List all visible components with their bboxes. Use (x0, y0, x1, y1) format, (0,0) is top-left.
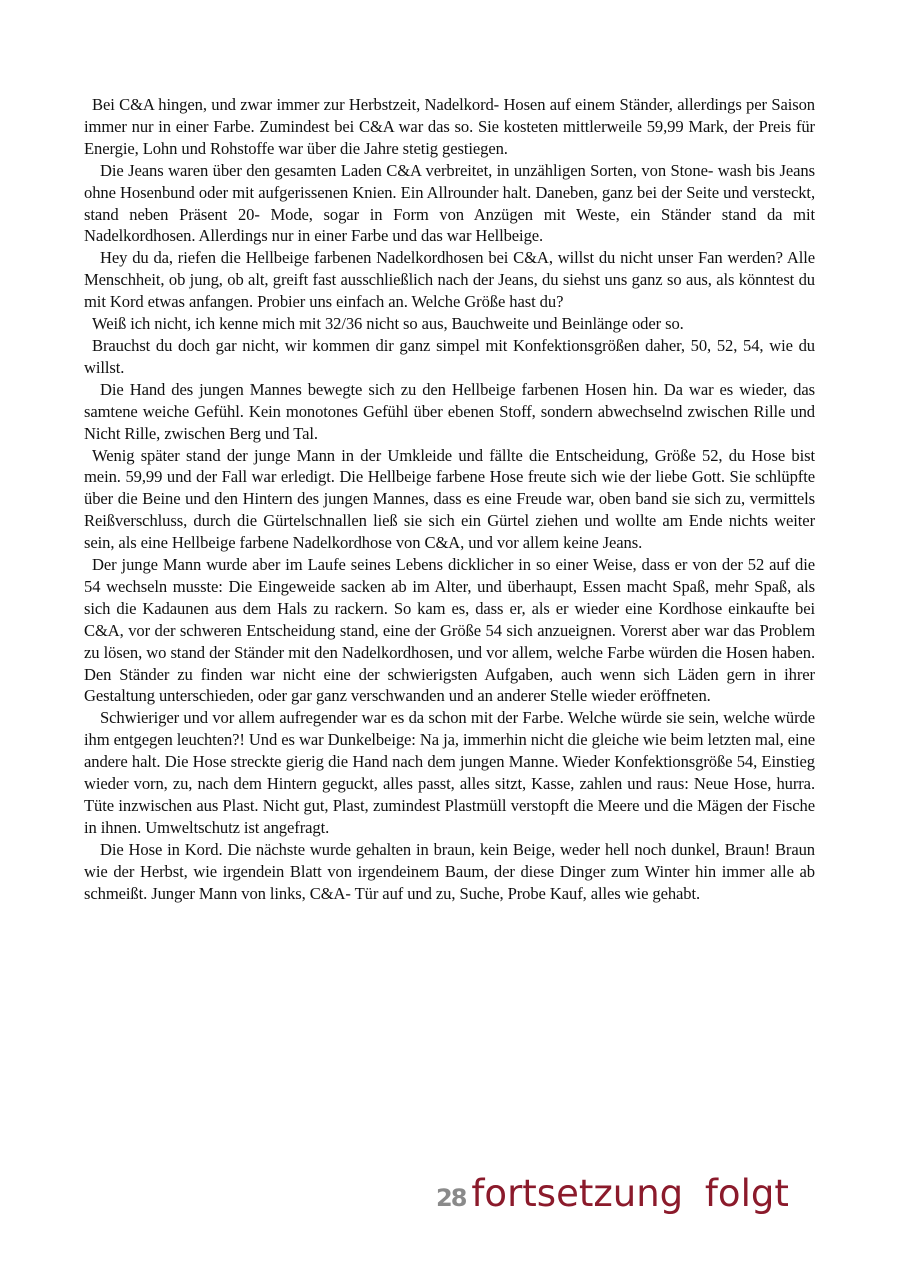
page-number: 28 (436, 1184, 466, 1212)
paragraph: Die Jeans waren über den gesamten Laden C&A verbreitet, in unzähligen Sorten, von Stone- wash bis Jeans ohne Hosenbund oder mit aufgerissenen Knien. Ein Allrounder halt. Daneben, ganz bei der Seite und versteckt, stand neben Präsent 20- Mode, sogar in Form von Anzügen mit Weste, ein Ständer stand da mit Nadelkordhosen. Allerdings nur in einer Farbe und das war Hellbeige. (84, 160, 815, 246)
paragraph: Die Hand des jungen Mannes bewegte sich zu den Hellbeige farbenen Hosen hin. Da war es wieder, das samtene weiche Gefühl. Kein monotones Gefühl über ebenen Stoff, sondern abwechselnd zwischen Rille und Nicht Rille, zwischen Berg und Tal. (84, 379, 815, 443)
paragraph: Bei C&A hingen, und zwar immer zur Herbstzeit, Nadelkord- Hosen auf einem Ständer, allerdings per Saison immer nur in einer Farbe. Zumindest bei C&A war das so. Sie kosteten mittlerweile 59,99 Mark, der Preis für Energie, Lohn und Rohstoffe war über die Jahre stetig gestiegen. (84, 95, 815, 158)
paragraph: Der junge Mann wurde aber im Laufe seines Lebens dicklicher in so einer Weise, dass er von der 52 auf die 54 wechseln musste: Die Eingeweide sacken ab im Alter, und überhaupt, Essen macht Spaß, mehr Spaß, als sich die Kadaunen aus dem Hals zu rackern. So kam es, dass er, als er wieder eine Kordhose einkaufte bei C&A, vor der schweren Entscheidung stand, eine der Größe 54 sich anzueignen. Vorerst aber war das Problem zu lösen, wo stand der Ständer mit den Nadelkordhosen, und vor allem, welche Farbe würden die Hosen haben. Den Ständer zu finden war nicht eine der schwierigsten Aufgaben, auch wenn sich Läden gern in ihrer Gestaltung unterschieden, oder gar ganz verschwanden und an anderer Stelle wieder eröffneten. (84, 555, 815, 706)
continued-label: fortsetzung folgt (471, 1172, 789, 1215)
document-body (84, 94, 815, 905)
paragraph: Wenig später stand der junge Mann in der Umkleide und fällte die Entscheidung, Größe 52, du Hose bist mein. 59,99 und der Fall war erledigt. Die Hellbeige farbene Hose freute sich wie der liebe Gott. Sie schlüpfte über die Beine und den Hintern des jungen Mannes, dass es eine Freude war, oben band sie sich zu, vermittels Reißverschluss, durch die Gürtelschnallen ließ sie sich ein Gürtel ziehen und wollte am Ende nichts weiter sein, als eine Hellbeige farbene Nadelkordhose von C&A, und vor allem keine Jeans. (84, 445, 815, 553)
paragraph: Weiß ich nicht, ich kenne mich mit 32/36 nicht so aus, Bauchweite und Beinlänge oder so. (92, 314, 684, 334)
paragraph: Die Hose in Kord. Die nächste wurde gehalten in braun, kein Beige, weder hell noch dunkel, Braun! Braun wie der Herbst, wie irgendein Blatt von irgendeinem Baum, der diese Dinger zum Winter hin immer alle ab schmeißt. Junger Mann von links, C&A- Tür auf und zu, Suche, Probe Kauf, alles wie gehabt. (84, 839, 815, 903)
paragraph: Hey du da, riefen die Hellbeige farbenen Nadelkordhosen bei C&A, willst du nicht unser Fan werden? Alle Menschheit, ob jung, ob alt, greift fast ausschließlich nach der Jeans, du siehst uns ganz so aus, als könntest du mit Kord etwas anfangen. Probier uns einfach an. Welche Größe hast du? (84, 248, 815, 312)
paragraph: Schwieriger und vor allem aufregender war es da schon mit der Farbe. Welche würde sie sein, welche würde ihm entgegen leuchten?! Und es war Dunkelbeige: Na ja, immerhin nicht die gleiche wie beim letzten mal, eine andere halt. Die Hose streckte gierig die Hand nach dem jungen Manne. Wieder Konfektionsgröße 54, Einstieg wieder vorn, zu, nach dem Hintern geguckt, alles passt, alles sitzt, Kasse, zahlen und raus: Neue Hose, hurra. Tüte inzwischen aus Plast. Nicht gut, Plast, zumindest Plastmüll verstopft die Meere und die Mägen der Fische in ihnen. Umweltschutz ist angefragt. (84, 708, 815, 837)
page-footer (436, 1172, 789, 1222)
paragraph: Brauchst du doch gar nicht, wir kommen dir ganz simpel mit Konfektionsgrößen daher, 50, 52, 54, wie du willst. (84, 335, 815, 377)
